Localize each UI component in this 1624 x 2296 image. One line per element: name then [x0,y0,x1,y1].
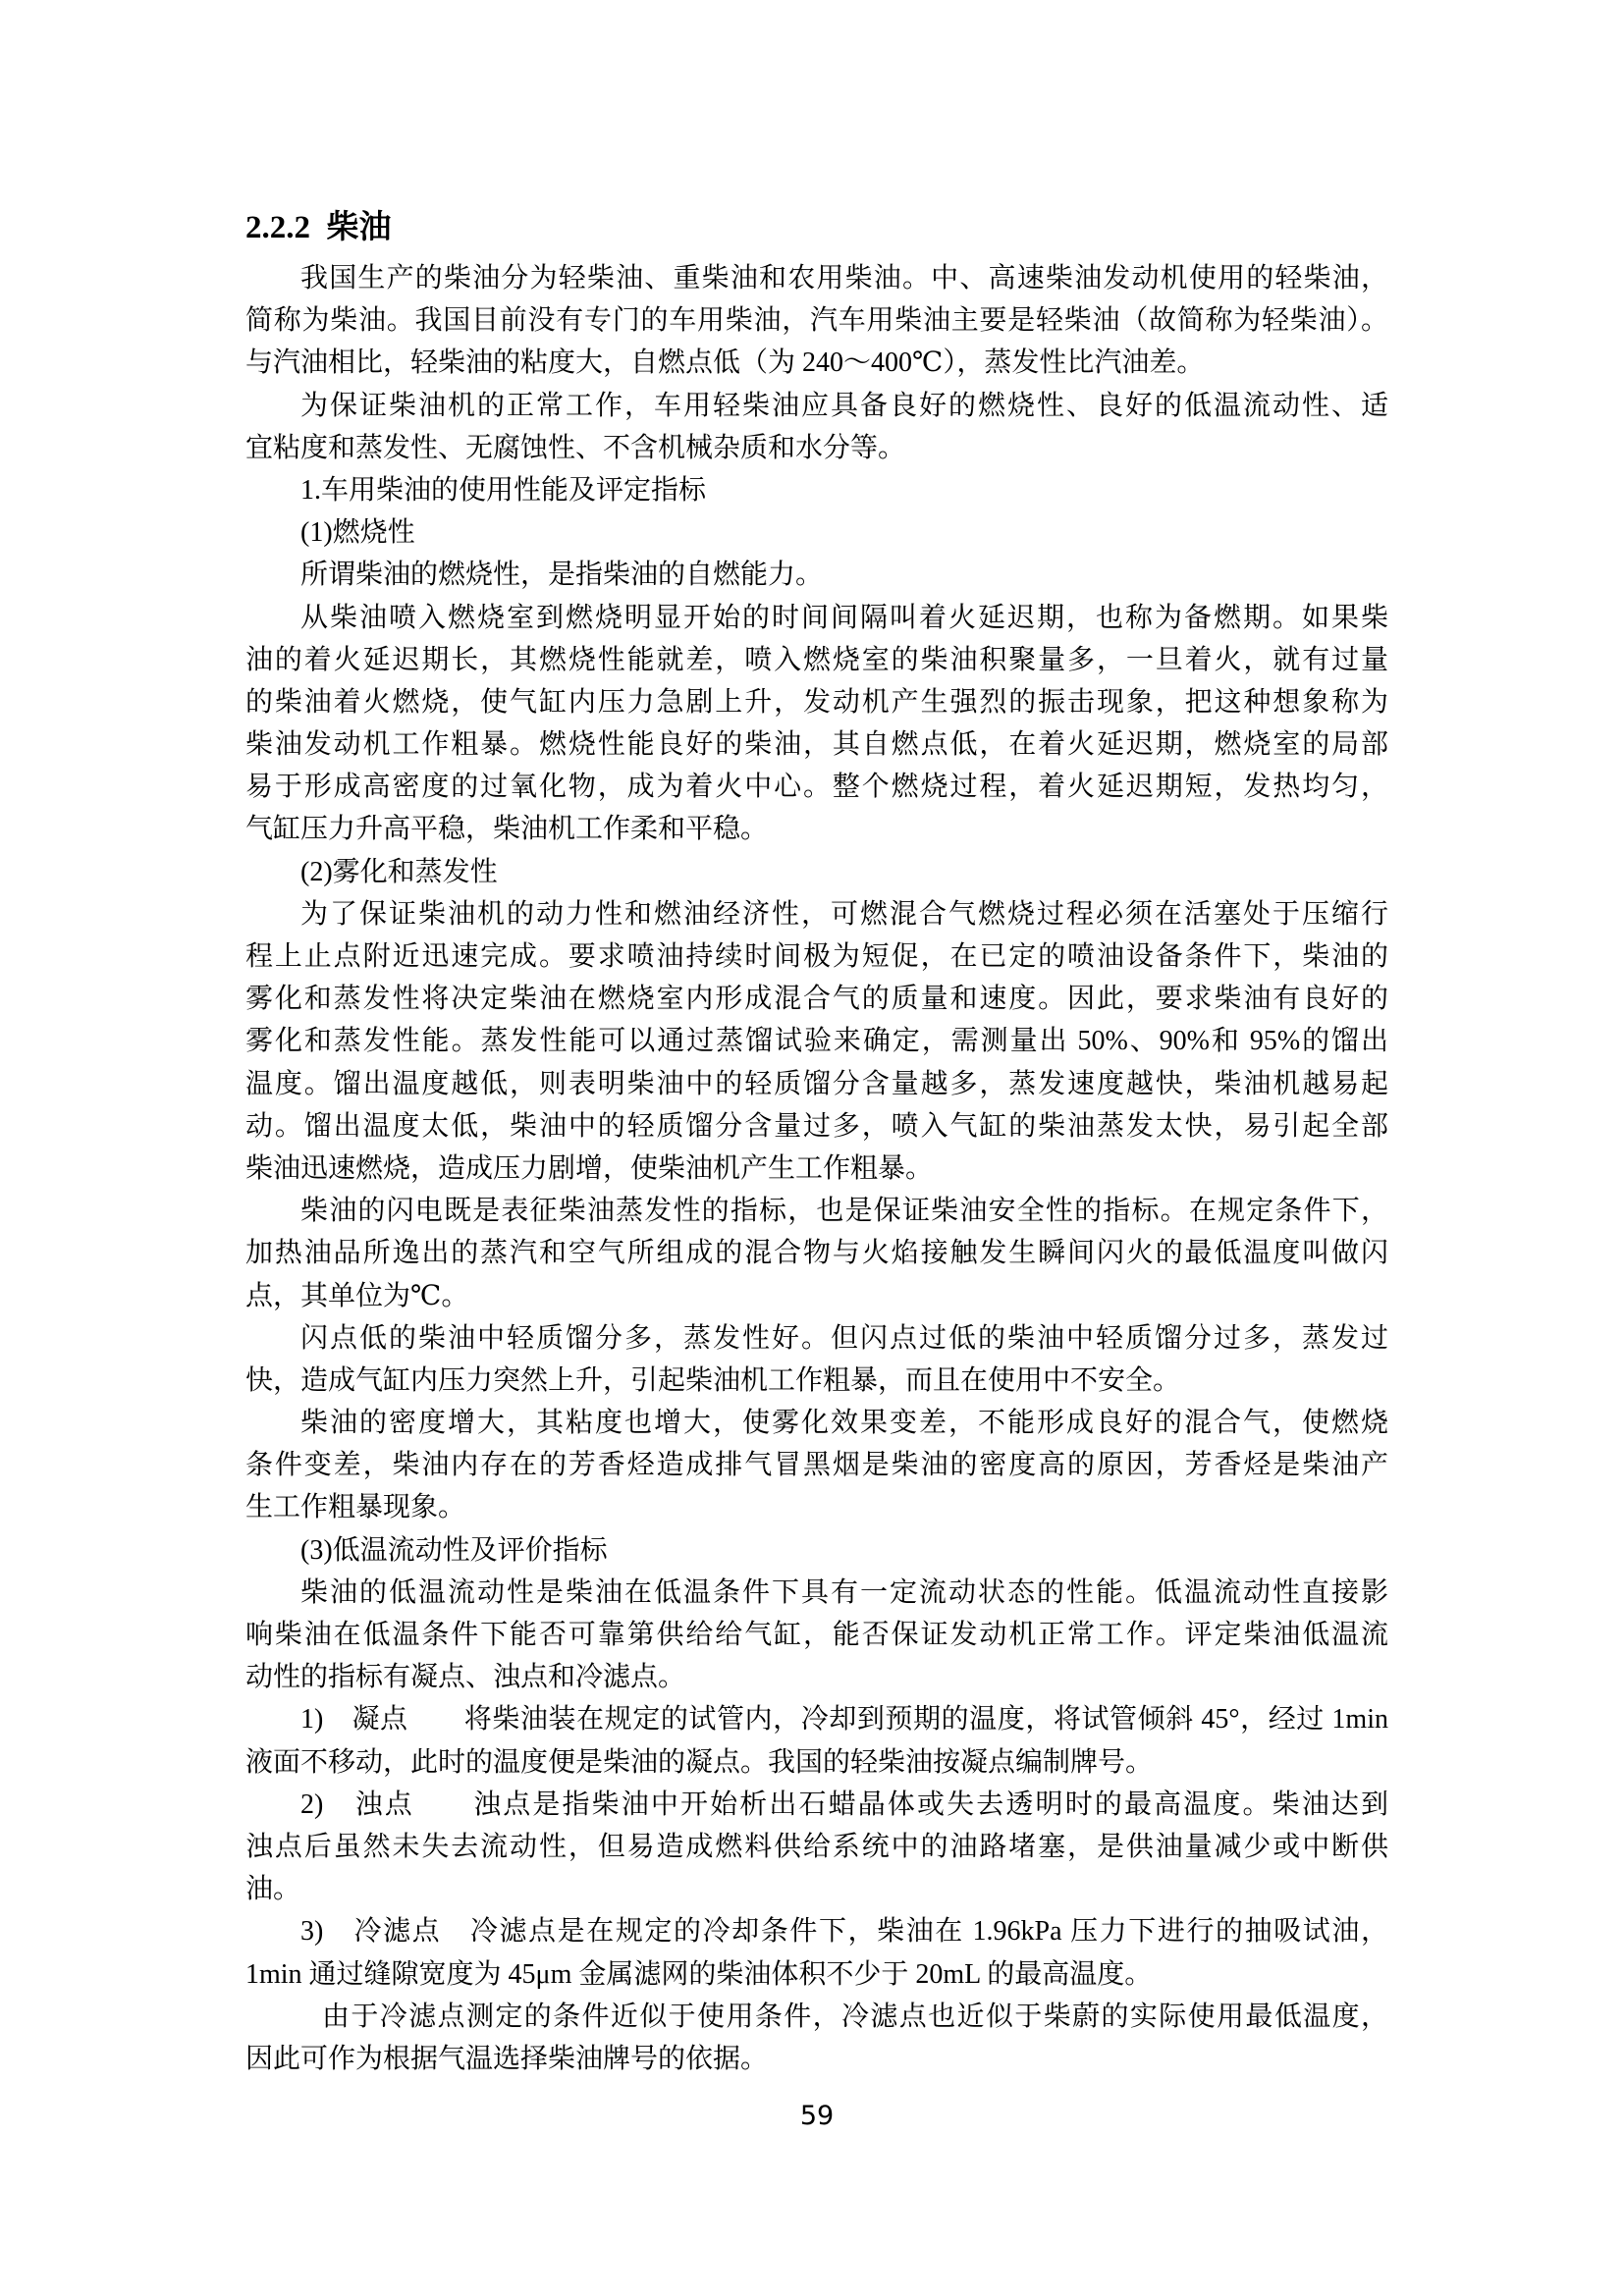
content-area [245,208,1388,2080]
text-line: 快，造成气缸内压力突然上升，引起柴油机工作粗暴，而且在使用中不安全。 [245,1364,1181,1396]
text-line: 动。馏出温度太低，柴油中的轻质馏分含量过多，喷入气缸的柴油蒸发太快，易引起全部 [245,1110,1388,1142]
text-line: 温度。馏出温度越低，则表明柴油中的轻质馏分含量越多，蒸发速度越快，柴油机越易起 [245,1068,1388,1099]
text-line: 我国生产的柴油分为轻柴油、重柴油和农用柴油。中、高速柴油发动机使用的轻柴油， [300,263,1388,294]
text-line: 响柴油在低温条件下能否可靠第供给给气缸，能否保证发动机正常工作。评定柴油低温流 [245,1620,1388,1650]
text-line: (1)燃烧性 [300,517,415,549]
text-line: 1.车用柴油的使用性能及评定指标 [300,474,707,506]
text-line: 液面不移动，此时的温度便是柴油的凝点。我国的轻柴油按凝点编制牌号。 [245,1746,1154,1778]
text-line: 闪点低的柴油中轻质馏分多，蒸发性好。但闪点过低的柴油中轻质馏分过多，蒸发过 [300,1322,1388,1354]
body-text [245,257,1388,2080]
text-line: 雾化和蒸发性将决定柴油在燃烧室内形成混合气的质量和速度。因此，要求柴油有良好的 [245,984,1388,1015]
text-line: 从柴油喷入燃烧室到燃烧明显开始的时间间隔叫着火延迟期，也称为备燃期。如果柴 [300,602,1388,633]
text-line: 3) 冷滤点 冷滤点是在规定的冷却条件下，柴油在 1.96kPa 压力下进行的抽吸试油， [300,1916,1388,1948]
text-line: 程上止点附近迅速完成。要求喷油持续时间极为短促，在已定的喷油设备条件下，柴油的 [245,941,1388,972]
text-line: 动性的指标有凝点、浊点和冷滤点。 [245,1662,686,1693]
text-line: 易于形成高密度的过氧化物，成为着火中心。整个燃烧过程，着火延迟期短，发热均匀， [245,772,1388,803]
text-line: 柴油的密度增大，其粘度也增大，使雾化效果变差，不能形成良好的混合气，使燃烧 [300,1408,1388,1439]
text-line: 油。 [245,1874,301,1905]
text-line: 与汽油相比，轻柴油的粘度大，自燃点低（为 240～400℃），蒸发性比汽油差。 [245,347,1205,379]
text-line: 简称为柴油。我国目前没有专门的车用柴油，汽车用柴油主要是轻柴油（故简称为轻柴油）。 [245,305,1388,337]
text-line: 所谓柴油的燃烧性，是指柴油的自燃能力。 [300,560,824,591]
text-line: 浊点后虽然未失去流动性，但易造成燃料供给系统中的油路堵塞，是供油量减少或中断供 [245,1831,1388,1862]
text-line: 宜粘度和蒸发性、无腐蚀性、不含机械杂质和水分等。 [245,432,906,463]
text-line: 因此可作为根据气温选择柴油牌号的依据。 [245,2043,769,2074]
text-line: 柴油迅速燃烧，造成压力剧增，使柴油机产生工作粗暴。 [245,1152,934,1184]
page-number: 59 [799,2101,835,2131]
text-line: 由于冷滤点测定的条件近似于使用条件，冷滤点也近似于柴蔚的实际使用最低温度， [322,2001,1388,2032]
text-line: (3)低温流动性及评价指标 [300,1534,608,1566]
text-line: 油的着火延迟期长，其燃烧性能就差，喷入燃烧室的柴油积聚量多，一旦着火，就有过量 [245,644,1388,675]
text-line: 气缸压力升高平稳，柴油机工作柔和平稳。 [245,814,769,845]
text-line: 柴油发动机工作粗暴。燃烧性能良好的柴油，其自燃点低，在着火延迟期，燃烧室的局部 [245,729,1388,761]
text-line: 的柴油着火燃烧，使气缸内压力急剧上升，发动机产生强烈的振击现象，把这种想象称为 [245,686,1388,718]
text-line: 2) 浊点 浊点是指柴油中开始析出石蜡晶体或失去透明时的最高温度。柴油达到 [300,1789,1388,1820]
text-line: 生工作粗暴现象。 [245,1492,466,1523]
text-line: 1) 凝点 将柴油装在规定的试管内，冷却到预期的温度，将试管倾斜 45°，经过 1min [300,1704,1388,1735]
section-heading: 2.2.2 柴油 [245,210,392,245]
text-line: 为保证柴油机的正常工作，车用轻柴油应具备良好的燃烧性、良好的低温流动性、适 [300,390,1388,421]
text-line: 条件变差，柴油内存在的芳香烃造成排气冒黑烟是柴油的密度高的原因，芳香烃是柴油产 [245,1450,1388,1481]
text-line: 为了保证柴油机的动力性和燃油经济性，可燃混合气燃烧过程必须在活塞处于压缩行 [300,898,1388,930]
text-line: 点，其单位为℃。 [245,1280,469,1311]
text-line: (2)雾化和蒸发性 [300,856,498,887]
text-line: 1min 通过缝隙宽度为 45μm 金属滤网的柴油体积不少于 20mL 的最高温度。 [245,1958,1153,1990]
text-line: 加热油品所逸出的蒸汽和空气所组成的混合物与火焰接触发生瞬间闪火的最低温度叫做闪 [245,1238,1388,1269]
text-line: 柴油的闪电既是表征柴油蒸发性的指标，也是保证柴油安全性的指标。在规定条件下， [300,1196,1388,1227]
text-line: 雾化和蒸发性能。蒸发性能可以通过蒸馏试验来确定，需测量出 50%、90%和 95%的馏出 [245,1026,1388,1057]
text-line: 柴油的低温流动性是柴油在低温条件下具有一定流动状态的性能。低温流动性直接影 [300,1576,1388,1608]
